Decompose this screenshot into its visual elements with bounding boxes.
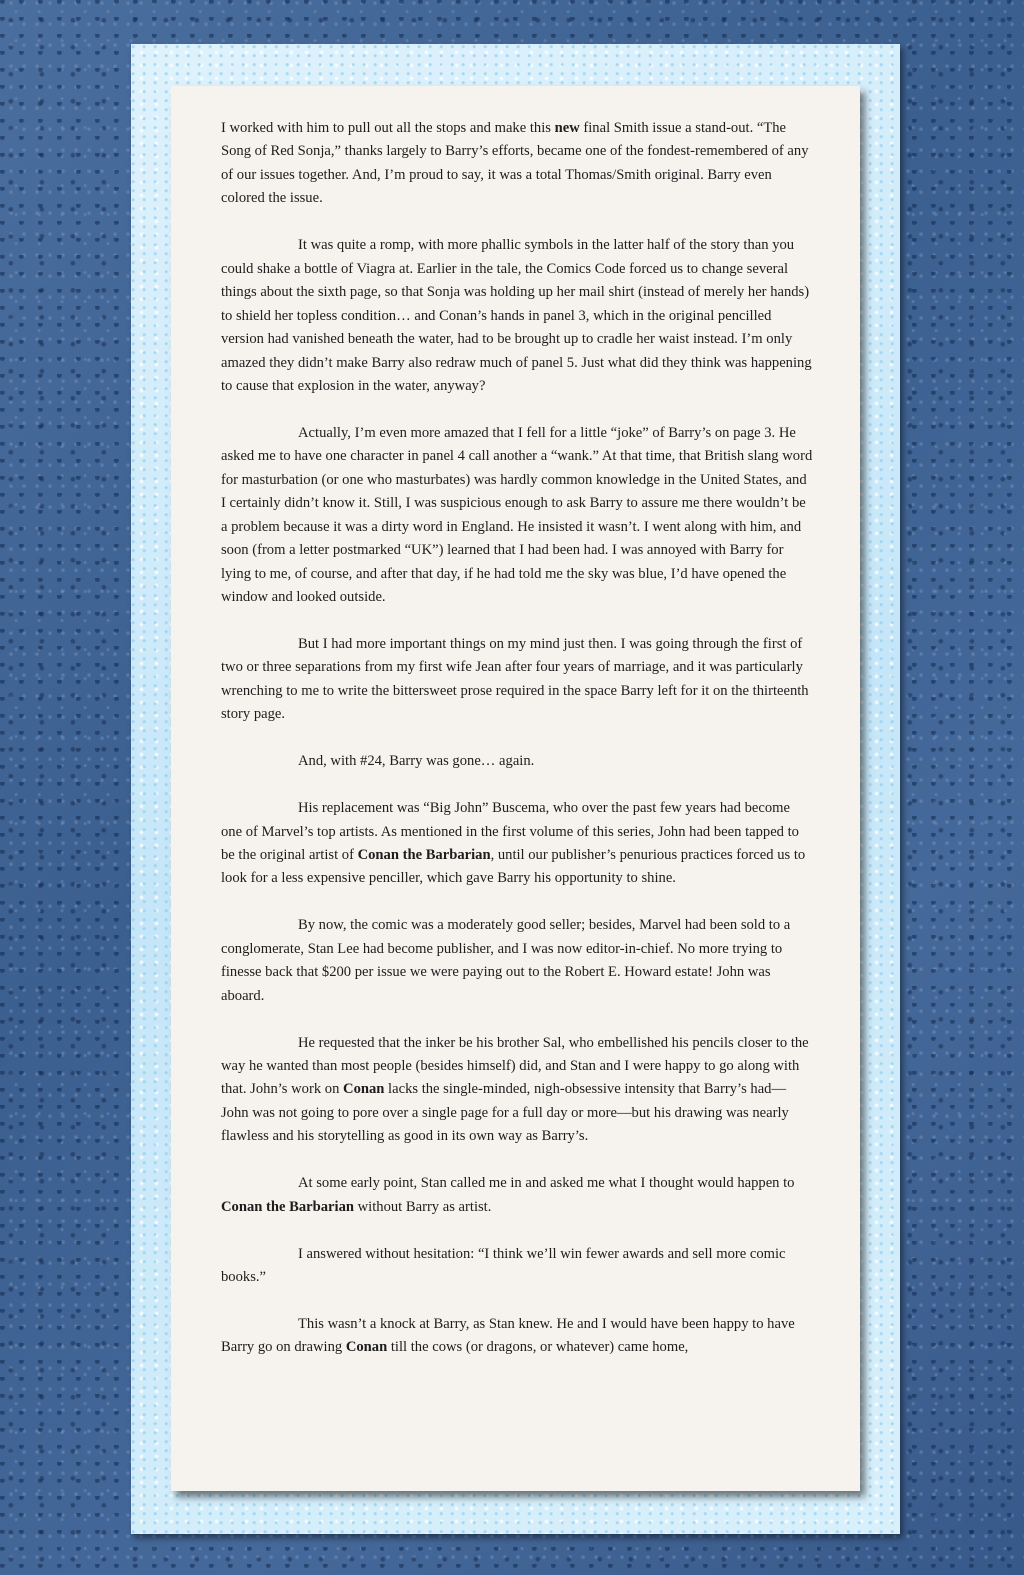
paragraph-7: By now, the comic was a moderately good seller; besides, Marvel had been sold to a conglomerate, Stan Lee had become publisher, and I was now editor-in-chief. No more trying to finesse back that $200 per issue we were paying out to the Robert E. Howard estate! John was aboard. (221, 917, 791, 1004)
paragraph-9: At some early point, Stan called me in and asked me what I thought would happen to Conan the Barbarian without Barry as artist. (221, 1175, 795, 1215)
paragraph-2: It was quite a romp, with more phallic symbols in the latter half of the story than you could shake a bottle of Viagra at. Earlier in the tale, the Comics Code forced us to change several things about the sixth page, so that Sonja was holding up her mail shirt (instead of merely her hands) to shield her topless condition… and Conan’s hands in panel 3, which in the original pencilled version had vanished beneath the water, had to be brought up to cradle her waist instead. I’m only amazed they didn’t make Barry also redraw much of panel 5. Just what did they think was happening to cause that explosion in the water, anyway? (221, 237, 812, 394)
paragraph-10: I answered without hesitation: “I think we’ll win fewer awards and sell more comic books.” (221, 1245, 786, 1286)
paragraph-3: Actually, I’m even more amazed that I fell for a little “joke” of Barry’s on page 3. He asked me to have one character in panel 4 call another a “wank.” At that time, that British slang word for masturbation (or one who masturbates) was hardly common knowledge in the United States, and I certainly didn’t know it. Still, I was suspicious enough to ask Barry to assure me there wouldn’t be a problem because it was a dirty word in England. He insisted it wasn’t. I went along with him, and soon (from a letter postmarked “UK”) learned that I had been had. I was annoyed with Barry for lying to me, of course, and after that day, if he had told me the sky was blue, I’d have opened the window and looked outside. (221, 424, 813, 606)
article-body (221, 117, 813, 1383)
paragraph-4: But I had more important things on my mind just then. I was going through the first of two or three separations from my first wife Jean after four years of marriage, and it was particularly wrenching to me to write the bittersweet prose required in the space Barry left for it on the thirteenth story page. (221, 635, 809, 723)
paragraph-1: I worked with him to pull out all the stops and make this new final Smith issue a stand-out. “The Song of Red Sonja,” thanks largely to Barry’s efforts, became one of the fondest-remembered of any of our issues together. And, I’m proud to say, it was a total Thomas/Smith original. Barry even colored the issue. (221, 120, 809, 207)
paragraph-8: He requested that the inker be his brother Sal, who embellished his pencils closer to the way he wanted than most people (besides himself) did, and Stan and I were happy to go along with that. John’s work on Conan lacks the single-minded, nigh-obsessive intensity that Barry’s had—John was not going to pore over a single page for a full day or more—but his drawing was nearly flawless and his storytelling as good in its own way as Barry’s. (221, 1034, 809, 1145)
paragraph-5: And, with #24, Barry was gone… again. (298, 753, 535, 770)
paragraph-6: His replacement was “Big John” Buscema, who over the past few years had become one of Marvel’s top artists. As mentioned in the first volume of this series, John had been tapped to be the original artist of Conan the Barbarian, until our publisher’s penurious practices forced us to look for a less expensive penciller, which gave Barry his opportunity to shine. (221, 800, 806, 887)
paragraph-11: This wasn’t a knock at Barry, as Stan knew. He and I would have been happy to have Barry go on drawing Conan till the cows (or dragons, or whatever) came home, (221, 1315, 795, 1356)
